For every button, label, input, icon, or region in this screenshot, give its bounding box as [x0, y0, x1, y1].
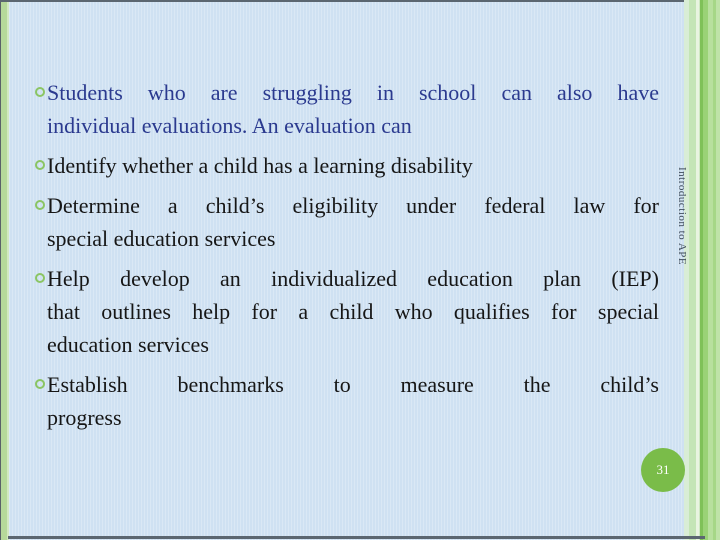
bullet-circle-icon	[35, 200, 45, 210]
bullet-item-identify	[35, 149, 659, 182]
left-green-stripe	[0, 0, 9, 540]
bullet-circle-icon	[35, 160, 45, 170]
bullet-text-line: that outlines help for a child who qualifies for special	[47, 299, 659, 324]
bullet-item-help-develop	[35, 262, 659, 361]
bullet-text-line: Help develop an individualized education plan (IEP)	[47, 266, 659, 291]
bullet-text-line: education services	[47, 332, 209, 357]
page-number: 31	[656, 462, 670, 477]
right-green-stripe-band	[684, 0, 720, 540]
bullet-text-line: Students who are struggling in school can also have	[47, 80, 659, 105]
bullet-text-line: individual evaluations. An evaluation can	[47, 113, 412, 138]
bullet-item-establish	[35, 368, 659, 434]
bullet-item-evaluations	[35, 76, 659, 142]
bullet-text-line: Identify whether a child has a learning disability	[47, 153, 473, 178]
bullet-text-line: progress	[47, 405, 122, 430]
bullet-list	[35, 76, 659, 434]
bullet-text-line: Determine a child’s eligibility under federal law for	[47, 193, 659, 218]
slide-body-text	[35, 76, 659, 441]
bottom-border-line	[8, 536, 705, 539]
bullet-text-line: Establish benchmarks to measure the child’s	[47, 372, 659, 397]
bullet-circle-icon	[35, 379, 45, 389]
top-border-line	[0, 0, 692, 2]
sidebar-course-label: Introduction to APE	[676, 167, 688, 266]
bullet-item-determine	[35, 189, 659, 255]
bullet-circle-icon	[35, 87, 45, 97]
bullet-text-line: special education services	[47, 226, 276, 251]
bullet-circle-icon	[35, 273, 45, 283]
page-number-badge	[641, 448, 685, 492]
